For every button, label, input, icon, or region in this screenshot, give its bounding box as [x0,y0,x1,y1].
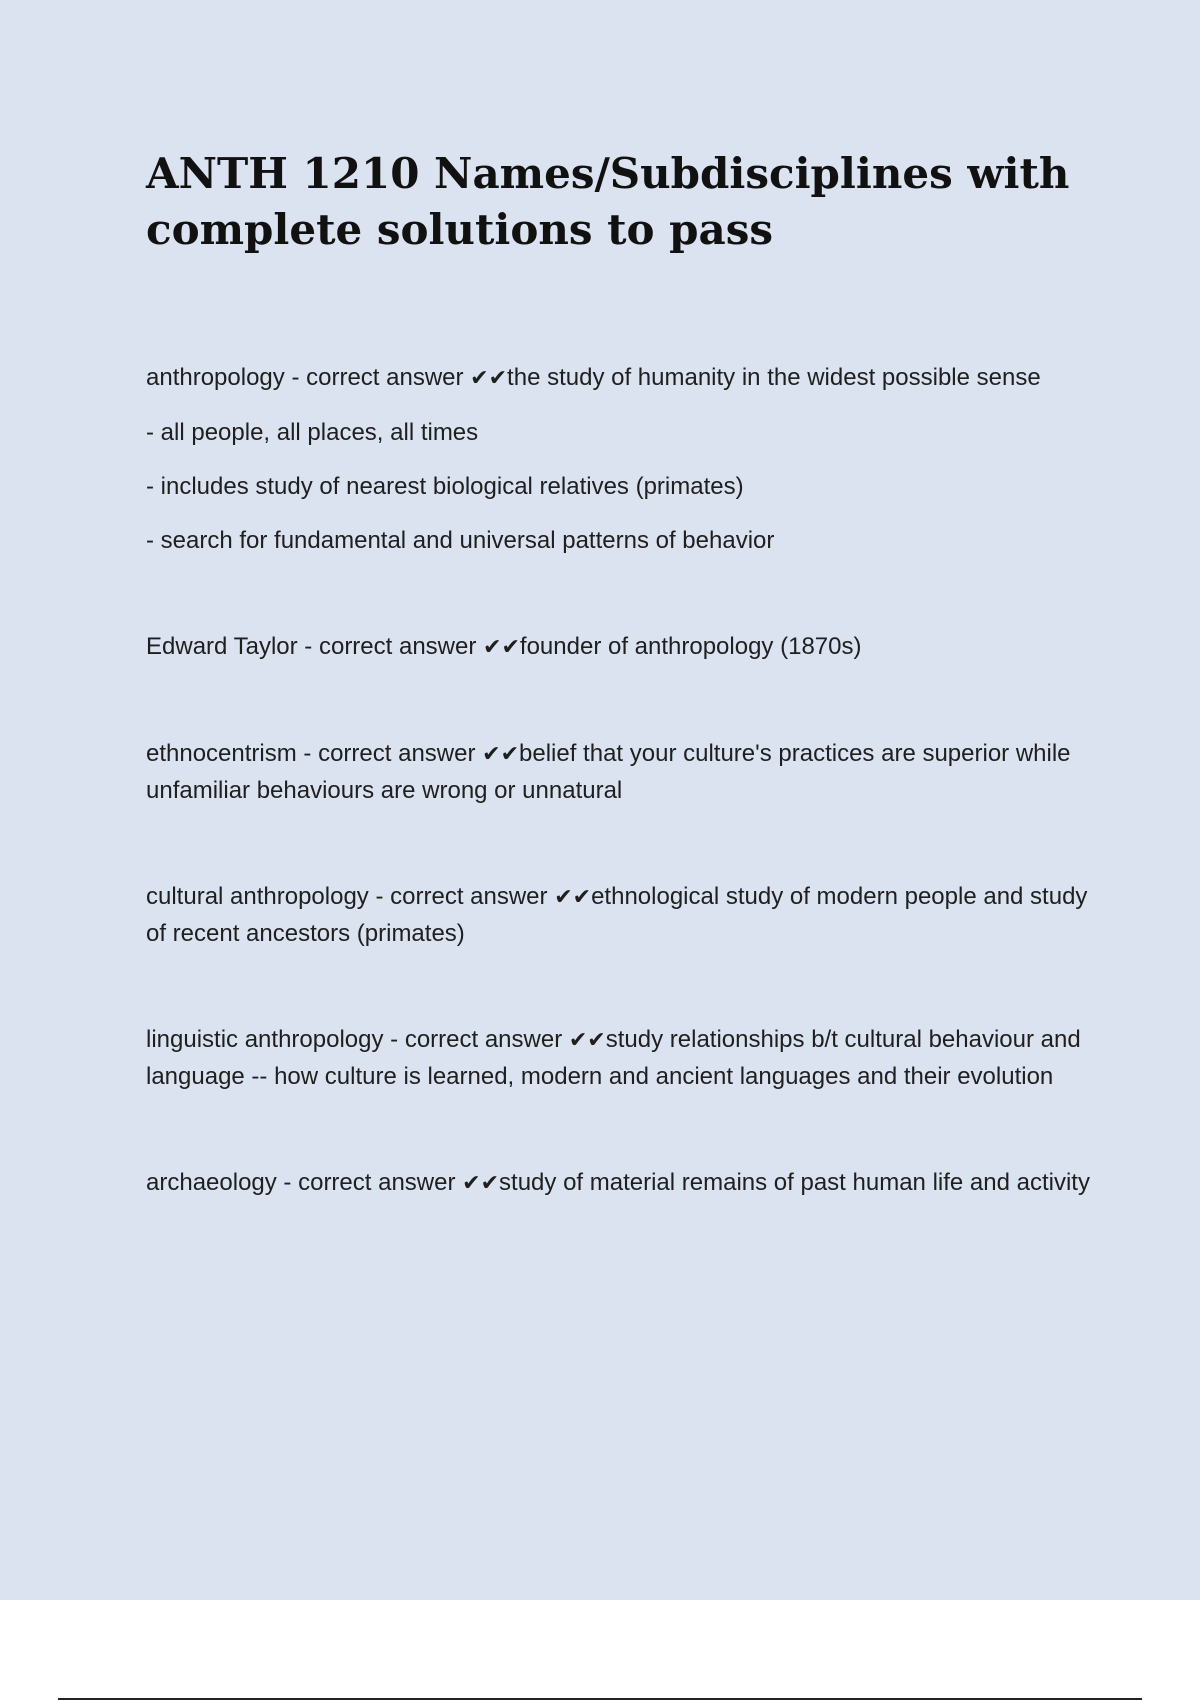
qa-text [146,736,1096,809]
document-title [146,146,1096,258]
qa-entry-archaeology [146,1165,1096,1202]
separator: - correct answer [383,1026,569,1053]
term: Edward Taylor [146,633,298,660]
separator: - correct answer [296,740,483,767]
definition: belief that your culture's practices are superior while unfamiliar behaviours are wrong or unnatural [146,740,1071,804]
title-line-2: complete solutions to pass [146,205,774,254]
term: cultural anthropology [146,883,369,910]
qa-entry-edward-taylor [146,629,1096,666]
qa-text [146,879,1096,952]
bullet-item: - search for fundamental and universal patterns of behavior [146,527,775,554]
definition: study of material remains of past human life and activity [499,1169,1090,1196]
term: ethnocentrism [146,740,297,767]
term: anthropology [146,364,285,391]
qa-entry-ethnocentrism [146,736,1096,809]
qa-text [146,360,1096,397]
separator: - correct answer [276,1169,463,1196]
definition: study relationships b/t cultural behaviour and language -- how culture is learned, modern and ancient languages and their evolution [146,1026,1081,1090]
separator: - correct answer [284,364,471,391]
separator: - correct answer [368,883,555,910]
definition: founder of anthropology (1870s) [519,633,862,660]
qa-entry-anthropology [146,360,1096,559]
double-check-icon: ✔✔ [470,366,508,391]
document-content [146,146,1096,1272]
qa-entry-cultural-anthropology [146,879,1096,952]
bullet-item: - all people, all places, all times [146,419,479,446]
title-line-1: ANTH 1210 Names/Subdisciplines with [146,149,1070,198]
term: linguistic anthropology [146,1026,384,1053]
double-check-icon: ✔✔ [483,635,520,660]
qa-list [146,360,1096,1202]
qa-text [146,629,1096,666]
double-check-icon: ✔✔ [462,1171,500,1196]
definition: ethnological study of modern people and study of recent ancestors (primates) [146,883,1088,947]
qa-text [146,1165,1096,1202]
double-check-icon: ✔✔ [482,742,520,767]
separator: - correct answer [297,633,484,660]
qa-text [146,1022,1096,1095]
double-check-icon: ✔✔ [568,1028,606,1053]
bullet-item: - includes study of nearest biological relatives (primates) [146,473,744,500]
double-check-icon: ✔✔ [554,885,592,910]
definition: the study of humanity in the widest possible sense [507,364,1041,391]
qa-entry-linguistic-anthropology [146,1022,1096,1095]
term: archaeology [146,1169,277,1196]
